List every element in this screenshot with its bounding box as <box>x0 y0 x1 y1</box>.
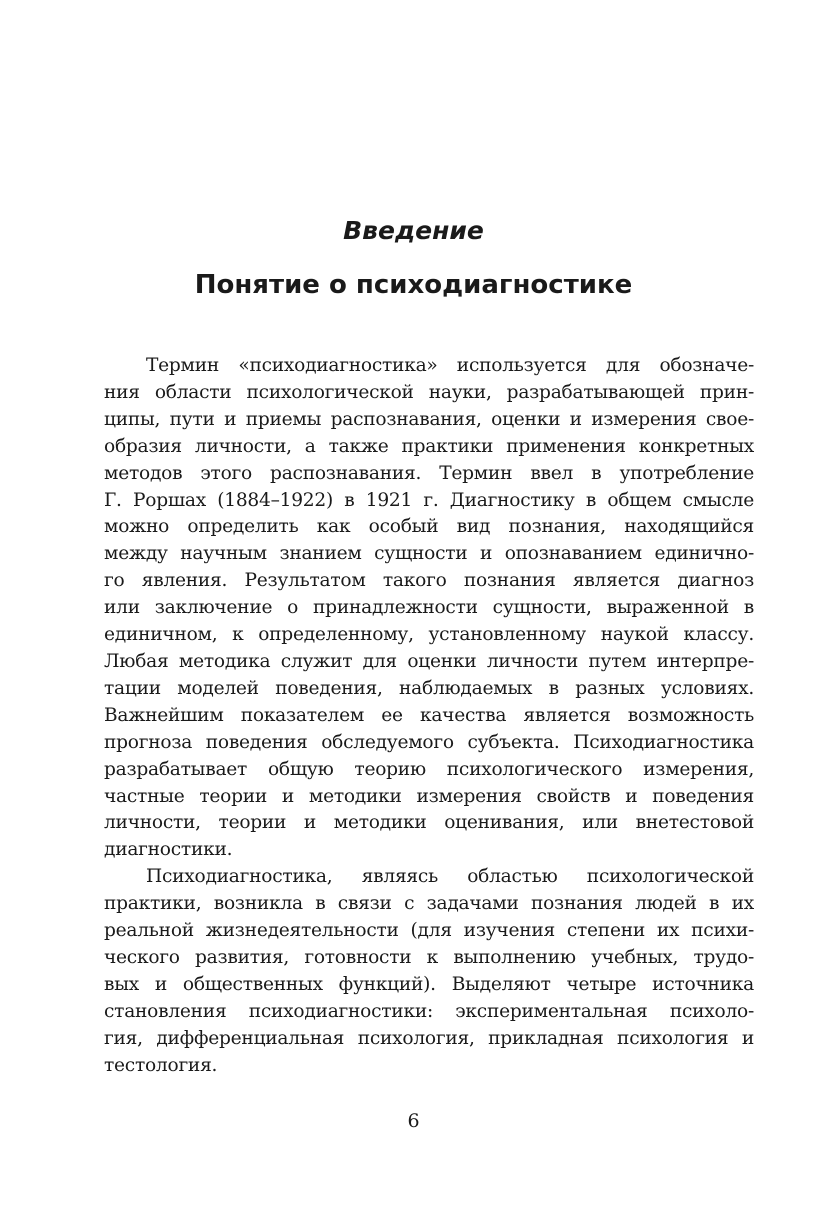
text-line: разрабатывает общую теорию психологического измерения, <box>104 758 754 780</box>
text-line: образия личности, а также практики применения конкретных <box>104 435 754 457</box>
text-line: тации моделей поведения, наблюдаемых в разных условиях. <box>104 677 754 699</box>
section-title: Понятие о психодиагностике <box>194 270 633 300</box>
text-line: методов этого распознавания. Термин ввел в употребление <box>104 462 754 484</box>
text-line: Термин «психодиагностика» используется для обозначе- <box>146 355 754 376</box>
text-line: ния области психологической науки, разрабатывающей прин- <box>104 381 754 403</box>
paragraph-1 <box>104 353 754 864</box>
text-line: Психодиагностика, являясь областью психологической <box>146 866 754 888</box>
text-line: можно определить как особый вид познания, находящийся <box>104 516 754 538</box>
text-line: го явления. Результатом такого познания является диагноз <box>104 570 754 592</box>
text-line: тестология. <box>104 1054 218 1076</box>
text-line: частные теории и методики измерения свойств и поведения <box>104 785 754 807</box>
text-line: Г. Роршах (1884–1922) в 1921 г. Диагностику в общем смысле <box>104 489 754 511</box>
text-line: вых и общественных функций). Выделяют четыре источника <box>104 973 754 995</box>
chapter-heading: Введение <box>343 216 484 245</box>
text-line: диагностики. <box>104 839 233 861</box>
text-line: личности, теории и методики оценивания, или внетестовой <box>104 812 754 834</box>
text-line: ческого развития, готовности к выполнению учебных, трудо- <box>104 946 754 968</box>
text-line: между научным знанием сущности и опознаванием единично- <box>104 543 754 565</box>
text-line: реальной жизнедеятельности (для изучения степени их психи- <box>104 920 754 942</box>
text-line: Важнейшим показателем ее качества является возможность <box>104 704 754 726</box>
text-line: Любая методика служит для оценки личности путем интерпре- <box>104 650 754 672</box>
text-line: ципы, пути и приемы распознавания, оценки и измерения свое- <box>104 408 754 430</box>
text-line: гия, дифференциальная психология, прикладная психология и <box>104 1027 754 1049</box>
paragraph-2 <box>104 864 754 1079</box>
text-line: или заключение о принадлежности сущности, выраженной в <box>104 597 754 619</box>
page-number: 6 <box>407 1110 420 1132</box>
body-text <box>104 353 754 1079</box>
text-line: практики, возникла в связи с задачами познания людей в их <box>104 893 754 915</box>
text-line: прогноза поведения обследуемого субъекта. Психодиагностика <box>104 731 754 753</box>
text-line: становления психодиагностики: экспериментальная психоло- <box>104 1000 754 1022</box>
text-line: единичном, к определенному, установленному наукой классу. <box>104 624 754 646</box>
